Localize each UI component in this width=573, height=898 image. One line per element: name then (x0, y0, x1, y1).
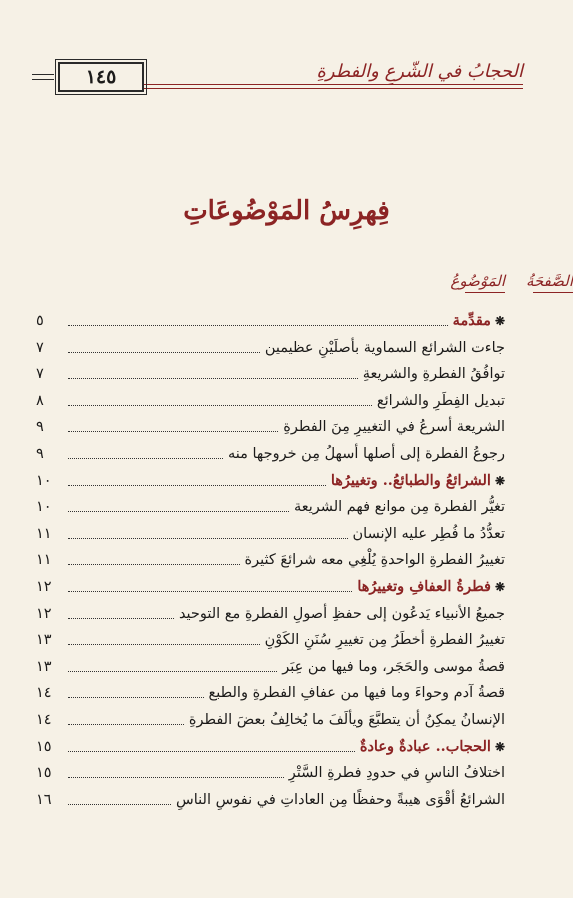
section-bullet-icon: ❋ (494, 314, 505, 328)
toc-entry-text: قصةُ موسى والحَجَر، وما فيها من عِبَر (282, 658, 505, 675)
toc-page-number: ١١ (36, 552, 52, 569)
toc-page-number: ١٣ (36, 632, 52, 649)
toc-page-number: ٧ (36, 339, 44, 356)
toc-entry-title (363, 364, 505, 384)
dot-leader (68, 804, 171, 805)
toc-page-number: ٩ (36, 419, 44, 436)
toc-section-row[interactable] (36, 305, 505, 331)
toc-entry-title (294, 497, 505, 517)
toc-page-number: ١٤ (36, 712, 52, 728)
toc-page-number: ١٦ (36, 791, 52, 808)
dot-leader (68, 777, 284, 778)
toc-page-number: ١٢ (36, 605, 52, 622)
toc-entry-text: رجوعُ الفطرة إلى أصلها أسهلُ مِن خروجها منه (227, 446, 505, 462)
dot-leader (68, 671, 277, 672)
toc-row[interactable] (36, 704, 505, 730)
toc-entry-title (377, 391, 505, 411)
toc-section-title (331, 471, 505, 491)
toc-section-title (357, 577, 505, 597)
toc-entry-title (228, 444, 505, 464)
toc-entry-text: تغييرُ الفطرةِ الواحدةِ يُلْغِي معه شرائعَ كثيرة (244, 552, 505, 569)
toc-row[interactable] (36, 385, 505, 411)
toc-entry-title (176, 790, 505, 810)
toc-entry-text: توافُقُ الفطرةِ والشريعةِ (362, 366, 505, 383)
dot-leader (68, 591, 352, 592)
section-bullet-icon: ❋ (494, 473, 505, 488)
dot-leader (68, 405, 372, 406)
dot-leader (68, 485, 326, 486)
toc-entry-title (353, 524, 505, 544)
header-rule (144, 88, 523, 89)
toc-page-number: ١٥ (36, 765, 52, 782)
toc-entry-title (189, 710, 505, 730)
toc-page-number: ٥ (36, 313, 44, 329)
page-number: ١٤٥ (58, 62, 144, 92)
toc-entry-text: قصةُ آدم وحواءَ وما فيها من عفافِ الفطرةِ والطبع (208, 685, 505, 702)
dot-leader (68, 378, 358, 379)
toc-entry-title (282, 657, 505, 677)
toc-entry-text: جاءت الشرائع السماوية بأصلَيْنِ عظيمين (264, 339, 505, 356)
toc-entry-text: الشرائعُ والطبائعُ.. وتغييرُها (330, 471, 491, 489)
toc-entry-text: تبديل الفِطَرِ والشرائع (376, 392, 505, 409)
dot-leader (68, 511, 289, 512)
toc-row[interactable] (36, 491, 505, 517)
dot-leader (68, 325, 448, 326)
toc-entry-text: تغيُّر الفطرة مِن موانع فهم الشريعة (293, 499, 505, 516)
dot-leader (68, 431, 278, 432)
toc-page-number: ١٠ (36, 499, 52, 516)
toc-entry-title (289, 763, 505, 783)
dot-leader (68, 538, 348, 539)
toc-row[interactable] (36, 518, 505, 544)
header-rule-left (32, 74, 54, 75)
toc-entry-text: الشرائعُ أقْوَى هيبةً وحفظًا مِن العاداتِ في نفوسِ الناسِ (176, 791, 505, 808)
toc-section-row[interactable] (36, 465, 505, 491)
header-rule (144, 84, 523, 85)
toc-row[interactable] (36, 784, 505, 810)
toc-entry-text: الشريعة أسرعُ في التغييرِ مِنَ الفطرةِ (283, 419, 505, 436)
toc-entry-text: تعدُّدُ ما فُطِر عليه الإنسان (352, 525, 505, 542)
toc-entry-text: مقدِّمة (452, 312, 491, 329)
toc-page-number: ١٠ (36, 472, 52, 489)
dot-leader (68, 618, 174, 619)
toc-section-row[interactable] (36, 571, 505, 597)
toc-row[interactable] (36, 598, 505, 624)
toc-page-number: ١٤ (36, 685, 52, 702)
running-header (32, 58, 523, 98)
dot-leader (68, 697, 204, 698)
dot-leader (68, 352, 260, 353)
toc-page-number: ٨ (36, 392, 44, 409)
toc-row[interactable] (36, 411, 505, 437)
running-header-title: الحجابُ في الشّرعِ والفطرةِ (316, 61, 523, 82)
toc-row[interactable] (36, 624, 505, 650)
toc-row[interactable] (36, 358, 505, 384)
toc-entry-title (245, 550, 505, 570)
toc-row[interactable] (36, 757, 505, 783)
toc-page-number: ١٥ (36, 738, 52, 755)
dot-leader (68, 644, 260, 645)
toc-row[interactable] (36, 438, 505, 464)
toc-entry-text: اختلافُ الناسِ في حدودِ فطرةِ السَّتْرِ (288, 765, 505, 782)
dot-leader (68, 724, 184, 725)
toc-entry-text: تغييرُ الفطرةِ أخطَرُ مِن تغييرِ سُنَنِ الكَوْنِ (264, 632, 505, 649)
page-heading-rule (533, 292, 573, 293)
toc-section-title (453, 311, 505, 331)
page-column-heading: الصَّفحَةُ (525, 272, 573, 290)
toc-page-number: ١٣ (36, 658, 52, 675)
toc-entry-text: الحجاب.. عبادةٌ وعادةٌ (359, 737, 491, 755)
header-rule-left (32, 79, 54, 80)
toc-section-row[interactable] (36, 731, 505, 757)
toc-row[interactable] (36, 544, 505, 570)
toc-page-number: ١٢ (36, 579, 52, 595)
toc-entry-title (265, 630, 505, 650)
toc-page-number: ٧ (36, 366, 44, 383)
dot-leader (68, 751, 355, 752)
section-bullet-icon: ❋ (494, 580, 505, 594)
toc-section-title (360, 737, 505, 757)
dot-leader (68, 458, 223, 459)
toc-page-number: ٩ (36, 446, 44, 462)
toc-entry-title (265, 338, 505, 358)
toc-row[interactable] (36, 677, 505, 703)
toc-entry-title (179, 604, 505, 624)
section-bullet-icon: ❋ (494, 739, 505, 754)
toc-entry-title (209, 683, 505, 703)
toc-row[interactable] (36, 651, 505, 677)
toc-entry-text: جميعُ الأنبياء يَدعُون إلى حفظِ أصولِ الفطرةِ مع التوحيد (178, 605, 505, 622)
toc-entry-title (283, 417, 505, 437)
toc-entry-text: فطرةُ العفافِ وتغييرُها (357, 578, 491, 595)
toc-page-number: ١١ (36, 525, 52, 542)
toc-entry-text: الإنسانُ يمكِنُ أن يتطبَّعَ ويألَفَ ما يُخالِفُ بعضَ الفطرةِ (188, 712, 505, 728)
index-title: فِهرِسُ المَوْضُوعَاتِ (183, 196, 390, 226)
dot-leader (68, 564, 240, 565)
topic-column-heading: المَوْضُوعُ (450, 272, 505, 290)
toc-row[interactable] (36, 332, 505, 358)
